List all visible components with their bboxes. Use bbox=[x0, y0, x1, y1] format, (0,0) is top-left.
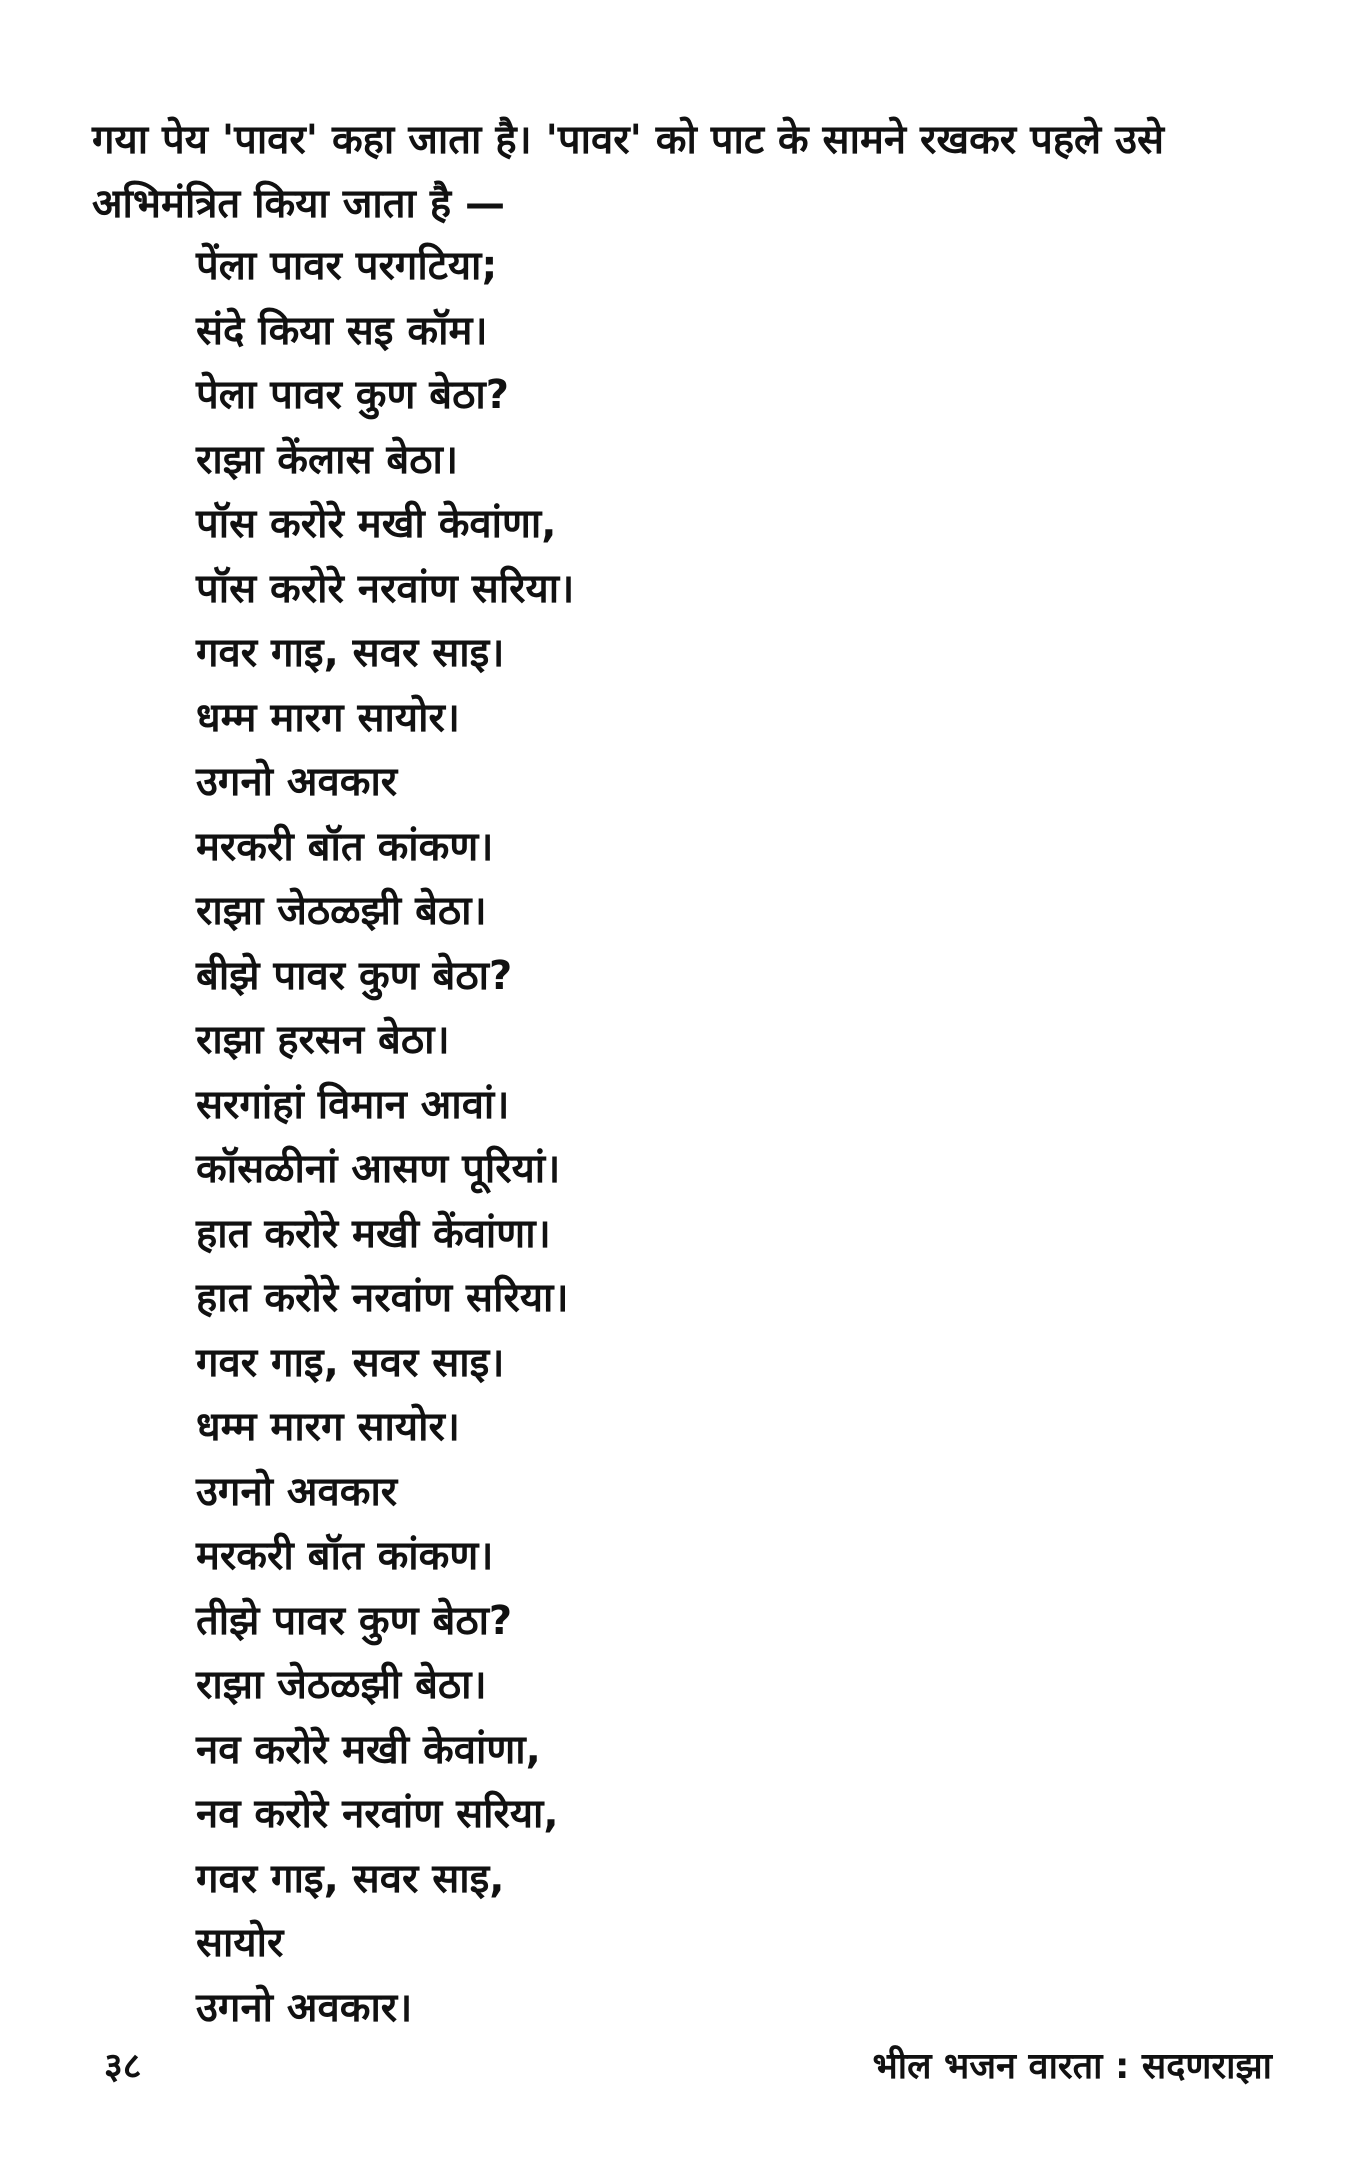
verse-line: मरकरी बॉत कांकण। bbox=[196, 823, 494, 870]
verse-line: धम्म मारग सायोर। bbox=[196, 1404, 460, 1450]
verse-line: राझा हरसन बेठा। bbox=[196, 1017, 450, 1063]
verse-line: उगनो अवकार bbox=[196, 759, 398, 805]
running-title: भील भजन वारता : सदणराझा bbox=[872, 2046, 1272, 2087]
intro-line-2: अभिमंत्रित किया जाता है — bbox=[92, 181, 505, 227]
verse-line: तीझे पावर कुण बेठा? bbox=[196, 1597, 513, 1644]
intro-line-1: गया पेय 'पावर' कहा जाता है। 'पावर' को पाट के सामने रखकर पहले उसे bbox=[92, 117, 1165, 163]
verse-line: गवर गाइ, सवर साइ। bbox=[196, 1339, 505, 1386]
verse-line: धम्म मारग सायोर। bbox=[196, 694, 460, 741]
verse-line: नव करोरे मखी केवांणा, bbox=[196, 1726, 541, 1773]
verse-line: गवर गाइ, सवर साइ, bbox=[196, 1855, 505, 1902]
verse-line: कॉसळीनां आसण पूरियां। bbox=[196, 1146, 561, 1192]
verse-line: हात करोरे नरवांण सरिया। bbox=[196, 1275, 569, 1321]
verse-line: उगनो अवकार। bbox=[196, 1984, 413, 2031]
verse-line: पॉस करोरे नरवांण सरिया। bbox=[196, 565, 575, 612]
verse-line: उगनो अवकार bbox=[196, 1468, 398, 1515]
verse-line: नव करोरे नरवांण सरिया, bbox=[196, 1791, 559, 1837]
verse-line: राझा केंलास बेठा। bbox=[196, 436, 459, 483]
verse-line: पेंला पावर परगटिया; bbox=[196, 243, 498, 289]
page-number: ३८ bbox=[104, 2046, 142, 2087]
intro-paragraph bbox=[92, 108, 1272, 236]
verse-line: संदे किया सइ कॉम। bbox=[196, 307, 488, 354]
verse-line: पेला पावर कुण बेठा? bbox=[196, 372, 509, 418]
verse-line: गवर गाइ, सवर साइ। bbox=[196, 630, 505, 676]
verse-line: सरगांहां विमान आवां। bbox=[196, 1081, 510, 1128]
verse-line: मरकरी बॉत कांकण। bbox=[196, 1533, 494, 1579]
verse-line: हात करोरे मखी केंवांणा। bbox=[196, 1210, 551, 1257]
verse-block bbox=[196, 234, 1096, 2040]
verse-line: राझा जेठळझी बेठा। bbox=[196, 888, 487, 934]
verse-line: पॉस करोरे मखी केवांणा, bbox=[196, 501, 557, 547]
verse-line: सायोर bbox=[196, 1920, 284, 1966]
verse-line: राझा जेठळझी बेठा। bbox=[196, 1662, 487, 1708]
page-footer bbox=[92, 2040, 1272, 2100]
verse-line: बीझे पावर कुण बेठा? bbox=[196, 952, 513, 999]
